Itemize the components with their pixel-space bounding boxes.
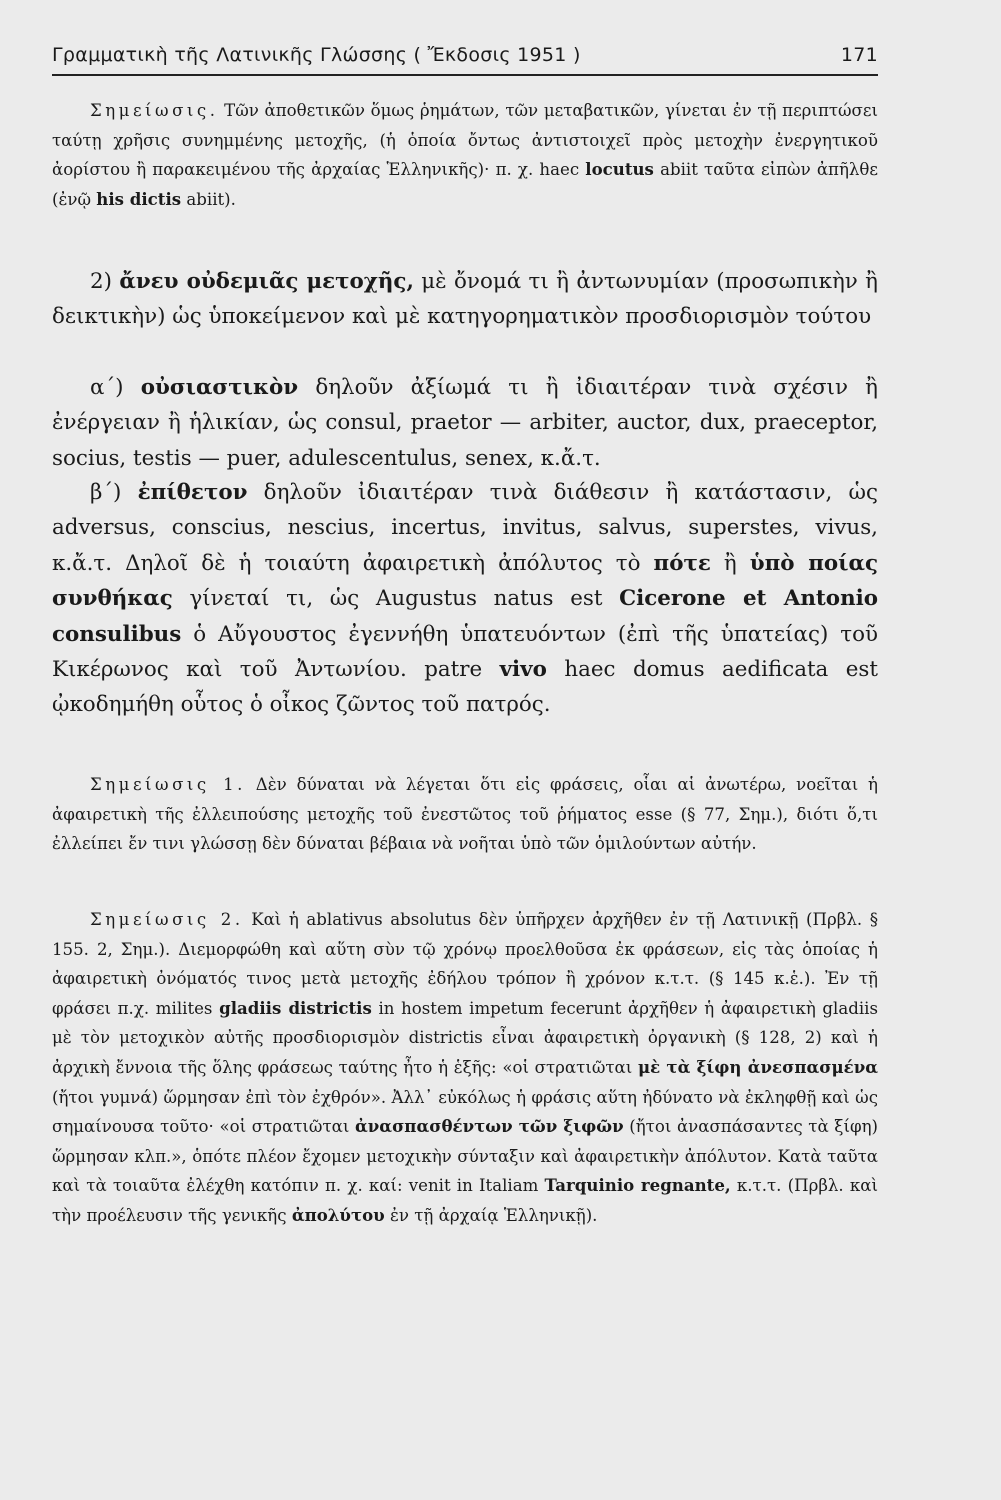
emphasis: πότε [653,550,711,576]
page-number: 171 [840,44,878,66]
note-label: Σημείωσις. [90,101,219,120]
note-text: ἐν τῇ ἀρχαίᾳ Ἑλληνικῇ). [384,1205,598,1225]
note-paragraph [52,96,878,214]
emphasis: Tarquinio regnante, [544,1175,731,1196]
subsection-label: α΄) [90,375,124,400]
section-number: 2) [90,269,112,294]
note-text: Τῶν ἀποθετικῶν ὅμως ῥημάτων, τῶν μεταβατικῶν, γίνεται ἐν τῇ περιπτώσει ταύτῃ χρῆσις συνημμένης μετοχῆς, (ἡ ὁποία ὄντως ἀντιστοιχεῖ πρὸς μετοχὴν ἐνεργητικοῦ ἀορίστου ἢ παρακειμένου τῆς ἀρχαίας Ἑλληνικῆς)· π. χ. haec [52,101,878,180]
emphasis: Cicerone et Antonio consulibus [52,586,879,647]
emphasis: ἀπολύτου [291,1204,385,1225]
body-text: ὁ Αὔγουστος ἐγεννήθη ὑπατευόντων (ἐπὶ τῆς ὑπατείας) τοῦ Κικέρωνος καὶ τοῦ Ἀντωνίου. patre [52,621,878,683]
note-1-paragraph [52,770,878,859]
subsection-a-paragraph [52,370,878,476]
note-label: Σημείωσις 2. [90,910,244,929]
subsection-b-paragraph [52,475,878,723]
emphasis: gladiis districtis [219,997,372,1018]
body-text: haec domus aedificata est ᾠκοδημήθη οὗτος ὁ οἶκος ζῶντος τοῦ πατρός. [52,657,878,718]
note-text: abiit). [181,189,236,209]
note-text: in hostem impetum fecerunt ἀρχῆθεν ἡ ἀφαιρετικὴ gladiis μὲ τὸν μετοχικὸν αὐτῆς προσδιορισμὸν districtis εἶναι ἀφαιρετικὴ ὀργανικὴ (§ 128, 2) καὶ ἡ ἀρχικὴ ἔννοια τῆς ὅλης φράσεως ταύτης ἦτο ἡ ἑξῆς: «οἱ στρατιῶται [52,998,878,1077]
subsection-label: β΄) [90,480,122,505]
subsection-heading: ἐπίθετον [137,480,248,505]
section-2-paragraph [52,264,878,335]
body-text: ἢ [710,550,750,576]
emphasis: vivo [499,657,547,683]
header-rule [52,74,878,76]
running-header [52,44,878,66]
running-title: Γραμματικὴ τῆς Λατινικῆς Γλώσσης ( Ἔκδοσις 1951 ) [52,44,581,66]
subsection-heading: οὐσιαστικὸν [140,375,299,400]
emphasis: locutus [585,159,654,180]
emphasis: ἀνασπασθέντων τῶν ξιφῶν [355,1116,624,1137]
note-text: abiit ταῦτα εἰπὼν ἀπῆλθε (ἐνῷ [52,160,878,209]
note-2-paragraph [52,905,878,1231]
emphasis: his dictis [96,188,182,209]
note-text: (ἤτοι γυμνά) ὥρμησαν ἐπὶ τὸν ἐχθρόν». Ἀλλ᾽ εὐκόλως ἡ φράσις αὕτη ἠδύνατο νὰ ἐκληφθῇ καὶ ὡς σημαίνουσα τοῦτο· «οἱ στρατιῶται [52,1087,878,1137]
note-text: Δὲν δύναται νὰ λέγεται ὅτι εἰς φράσεις, οἷαι αἱ ἀνωτέρω, νοεῖται ἡ ἀφαιρετικὴ τῆς ἐλλειπούσης μετοχῆς τοῦ ἐνεστῶτος τοῦ ῥήματος esse (§ 77, Σημ.), διότι ὅ,τι ἐλλείπει ἔν τινι γλώσσῃ δὲν δύναται βέβαια νὰ νοῆται ὑπὸ τῶν ὁμιλούντων αὐτήν. [52,775,878,854]
note-text: (ἤτοι ἀνασπάσαντες τὰ ξίφη) ὥρμησαν κλπ.», ὁπότε πλέον ἔχομεν μετοχικὴν σύνταξιν καὶ ἀφαιρετικὴν ἀπόλυτον. Κατὰ ταῦτα καὶ τὰ τοιαῦτα ἐλέχθη κατόπιν π. χ. καί: venit in Italiam [52,1117,878,1196]
body-text: μὲ ὄνομά τι ἢ ἀντωνυμίαν (προσωπικὴν ἢ δεικτικὴν) ὡς ὑποκείμενον καὶ μὲ κατηγορηματικὸν προσδιορισμὸν τούτου [52,269,878,330]
emphasis: ὑπὸ ποίας συνθήκας [52,550,878,612]
emphasis: μὲ τὰ ξίφη ἀνεσπασμένα [637,1056,878,1077]
note-text: κ.τ.τ. (Πρβλ. καὶ τὴν προέλευσιν τῆς γενικῆς [52,1176,878,1225]
body-text: γίνεταί τι, ὡς Augustus natus est [172,586,620,612]
section-heading: ἄνευ οὐδεμιᾶς μετοχῆς, [119,269,414,294]
body-text: δηλοῦν ἰδιαιτέραν τινὰ διάθεσιν ἢ κατάστασιν, ὡς adversus, conscius, nescius, incertus, invitus, salvus, superstes, vivus, κ.ἄ.τ. Δηλοῖ δὲ ἡ τοιαύτη ἀφαιρετικὴ ἀπόλυτος τὸ [52,480,878,576]
body-text: δηλοῦν ἀξίωμά τι ἢ ἰδιαιτέραν τινὰ σχέσιν ἢ ἐνέργειαν ἢ ἡλικίαν, ὡς consul, praetor — arbiter, auctor, dux, praeceptor, socius, testis — puer, adulescentulus, senex, κ.ἄ.τ. [52,375,878,471]
note-label: Σημείωσις 1. [90,775,246,794]
note-text: Καὶ ἡ ablativus absolutus δὲν ὑπῆρχεν ἀρχῆθεν ἐν τῇ Λατινικῇ (Πρβλ. § 155. 2, Σημ.). Διεμορφώθη καὶ αὕτη σὺν τῷ χρόνῳ προελθοῦσα ἐκ φράσεων, εἰς τὰς ὁποίας ἡ ἀφαιρετικὴ ὀνόματός τινος μετὰ μετοχῆς ἐδήλου τρόπον ἢ χρόνον κ.τ.τ. (§ 145 κ.ἑ.). Ἐν τῇ φράσει π.χ. milites [52,910,878,1018]
